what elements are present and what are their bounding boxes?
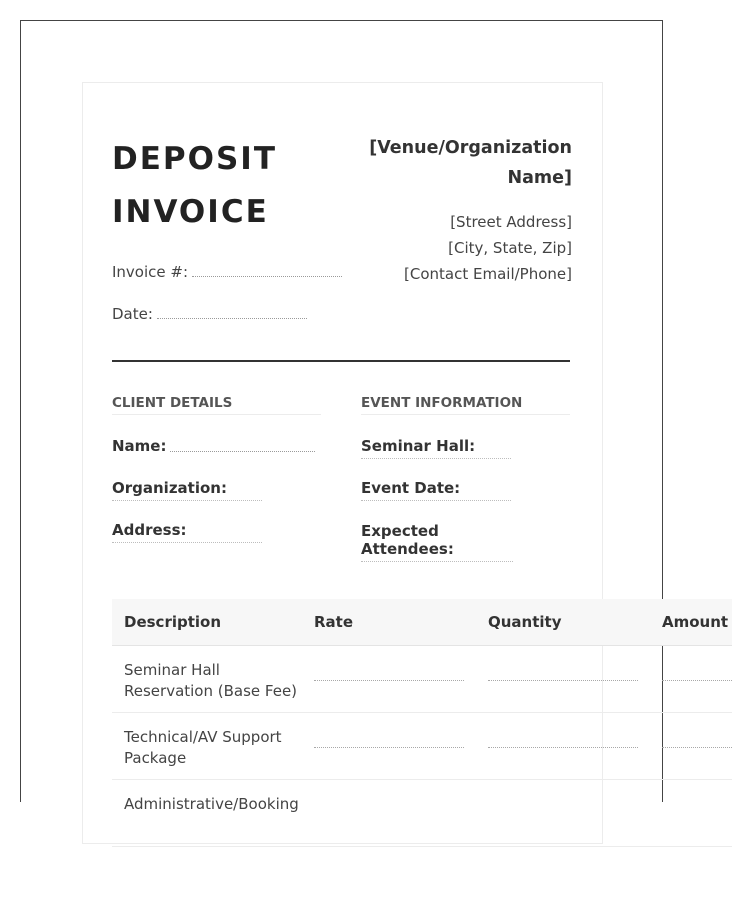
seminar-hall-label: Seminar Hall: <box>361 437 476 455</box>
client-organization-field[interactable] <box>112 479 262 501</box>
invoice-date-label: Date: <box>112 305 153 323</box>
amount-blank[interactable] <box>662 746 732 748</box>
client-details-heading: CLIENT DETAILS <box>112 395 321 415</box>
quantity-blank[interactable] <box>488 679 638 681</box>
client-address-field[interactable] <box>112 521 262 543</box>
seminar-hall-field[interactable] <box>361 437 511 459</box>
column-rate: Rate <box>314 613 354 631</box>
amount-blank[interactable] <box>662 679 732 681</box>
client-name-blank[interactable] <box>170 437 315 452</box>
table-row <box>112 780 732 847</box>
event-date-label: Event Date: <box>361 479 461 497</box>
invoice-title-line2: INVOICE <box>112 194 269 230</box>
venue-name <box>369 133 572 193</box>
table-row <box>112 646 732 713</box>
invoice-number-label: Invoice #: <box>112 263 189 281</box>
invoice-date-field[interactable] <box>112 304 307 323</box>
row-description: Administrative/Booking <box>124 795 299 813</box>
expected-attendees-field[interactable] <box>361 522 513 562</box>
header-divider <box>112 360 570 362</box>
venue-contact: [Contact Email/Phone] <box>404 265 572 283</box>
quantity-blank[interactable] <box>488 746 638 748</box>
client-address-label: Address: <box>112 521 187 539</box>
document-viewport[interactable] <box>20 20 729 813</box>
venue-street: [Street Address] <box>450 213 572 231</box>
event-date-field[interactable] <box>361 479 511 501</box>
client-organization-label: Organization: <box>112 479 227 497</box>
invoice-number-field[interactable] <box>112 262 342 281</box>
venue-name-line1: [Venue/Organization <box>369 138 572 158</box>
table-header-row <box>112 599 732 646</box>
table-row <box>112 713 732 780</box>
row-description: Technical/AV Support Package <box>124 728 282 767</box>
event-information-heading: EVENT INFORMATION <box>361 395 570 415</box>
client-name-label: Name: <box>112 437 167 455</box>
client-name-field[interactable] <box>112 437 315 458</box>
rate-blank[interactable] <box>314 679 464 681</box>
rate-blank[interactable] <box>314 746 464 748</box>
invoice-date-blank[interactable] <box>157 304 307 319</box>
column-quantity: Quantity <box>488 613 562 631</box>
expected-attendees-label: Expected Attendees: <box>361 522 454 558</box>
column-description: Description <box>124 613 222 631</box>
venue-name-line2: Name] <box>507 168 572 188</box>
row-description: Seminar Hall Reservation (Base Fee) <box>124 661 298 700</box>
venue-city: [City, State, Zip] <box>448 239 572 257</box>
invoice-number-blank[interactable] <box>192 262 342 277</box>
column-amount: Amount <box>662 613 729 631</box>
invoice-title-line1: DEPOSIT <box>112 141 277 177</box>
